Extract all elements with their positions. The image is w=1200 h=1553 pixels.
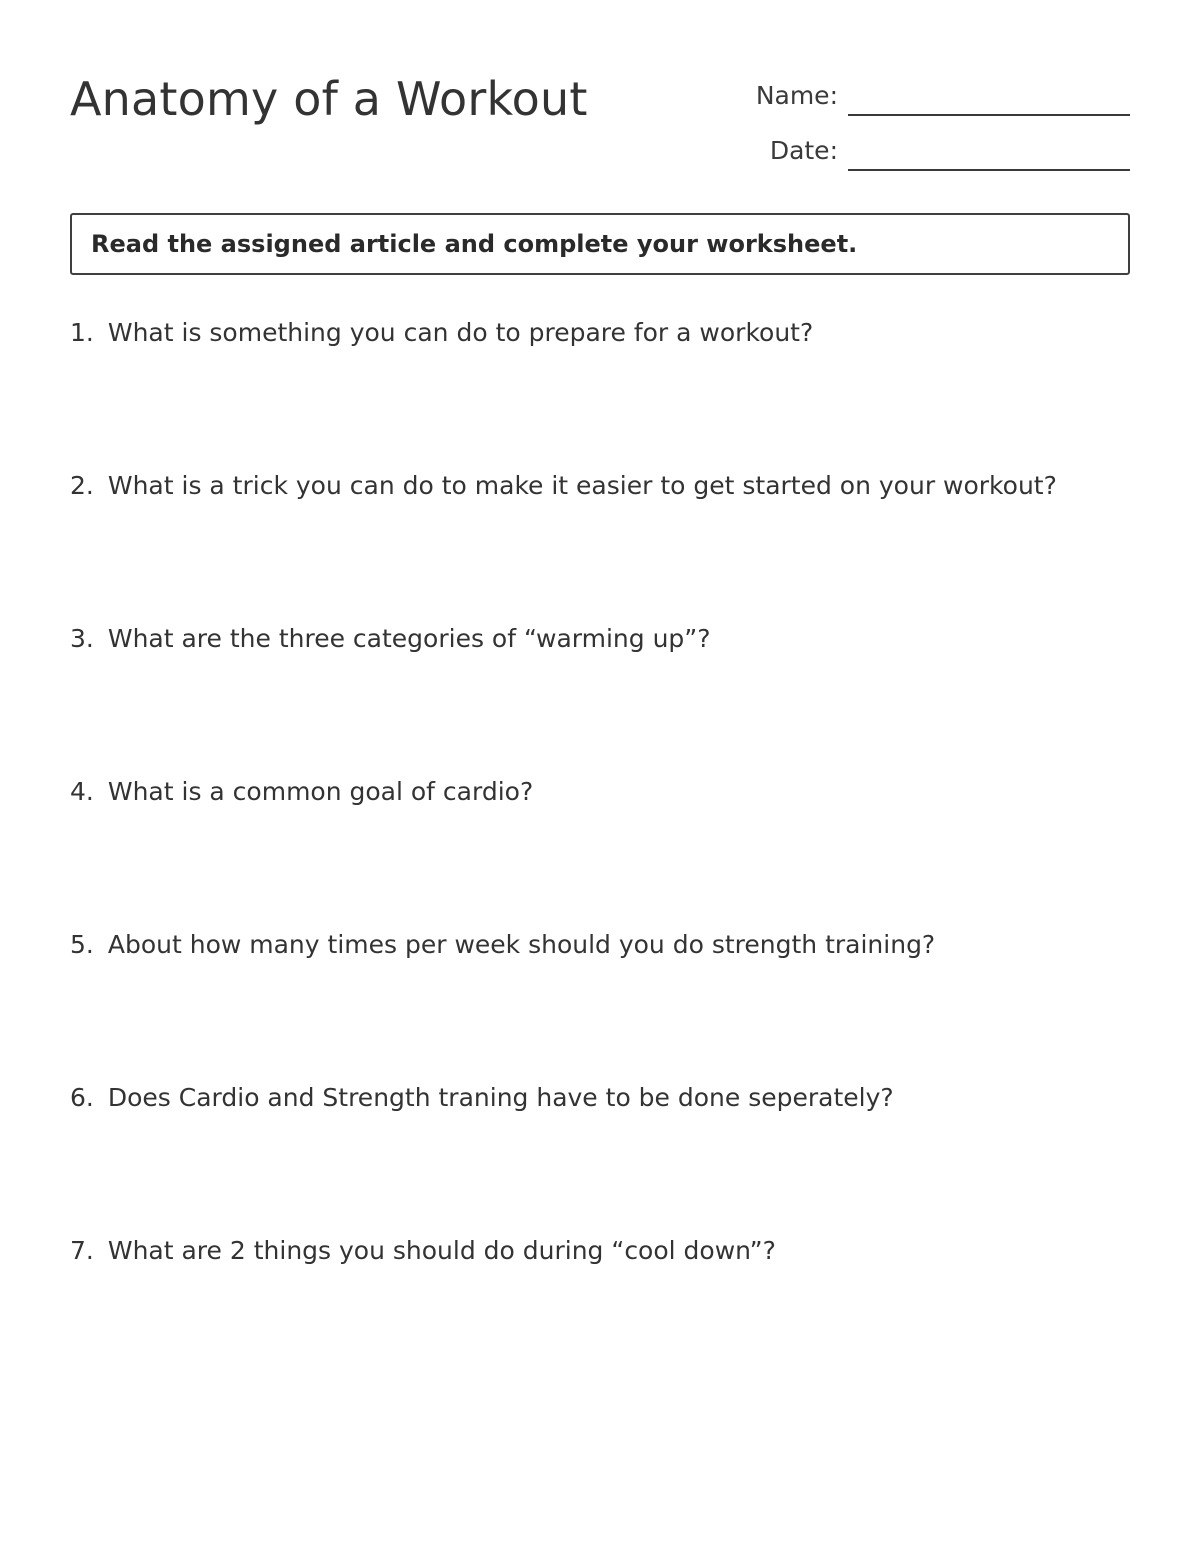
question-number: 4. bbox=[70, 777, 94, 806]
instruction-text: Read the assigned article and complete your worksheet. bbox=[91, 230, 858, 258]
question-item bbox=[70, 1083, 1150, 1236]
question-text: What are the three categories of “warming up”? bbox=[107, 624, 711, 653]
question-item bbox=[70, 1236, 1150, 1389]
page-title: Anatomy of a Workout bbox=[70, 72, 588, 126]
question-list bbox=[70, 318, 1150, 1389]
question-number: 5. bbox=[70, 930, 94, 959]
question-item bbox=[70, 471, 1150, 624]
name-label: Name: bbox=[755, 81, 838, 110]
question-text: What is a common goal of cardio? bbox=[107, 777, 534, 806]
question-text: About how many times per week should you do strength training? bbox=[107, 930, 936, 959]
question-text: What is a trick you can do to make it easier to get started on your workout? bbox=[107, 471, 1057, 500]
name-blank-line[interactable] bbox=[848, 114, 1130, 116]
question-item bbox=[70, 624, 1150, 777]
question-number: 6. bbox=[70, 1083, 94, 1112]
question-number: 3. bbox=[70, 624, 94, 653]
question-text: Does Cardio and Strength traning have to be done seperately? bbox=[107, 1083, 894, 1112]
question-item bbox=[70, 930, 1150, 1083]
question-text: What is something you can do to prepare for a workout? bbox=[107, 318, 814, 347]
question-text: What are 2 things you should do during “cool down”? bbox=[107, 1236, 776, 1265]
date-blank-line[interactable] bbox=[848, 169, 1130, 171]
name-field[interactable] bbox=[700, 76, 1130, 116]
question-number: 7. bbox=[70, 1236, 94, 1265]
date-field[interactable] bbox=[700, 131, 1130, 171]
instruction-box bbox=[70, 213, 1130, 275]
question-number: 1. bbox=[70, 318, 94, 347]
question-number: 2. bbox=[70, 471, 94, 500]
question-item bbox=[70, 777, 1150, 930]
date-label: Date: bbox=[769, 136, 838, 165]
question-item bbox=[70, 318, 1150, 471]
